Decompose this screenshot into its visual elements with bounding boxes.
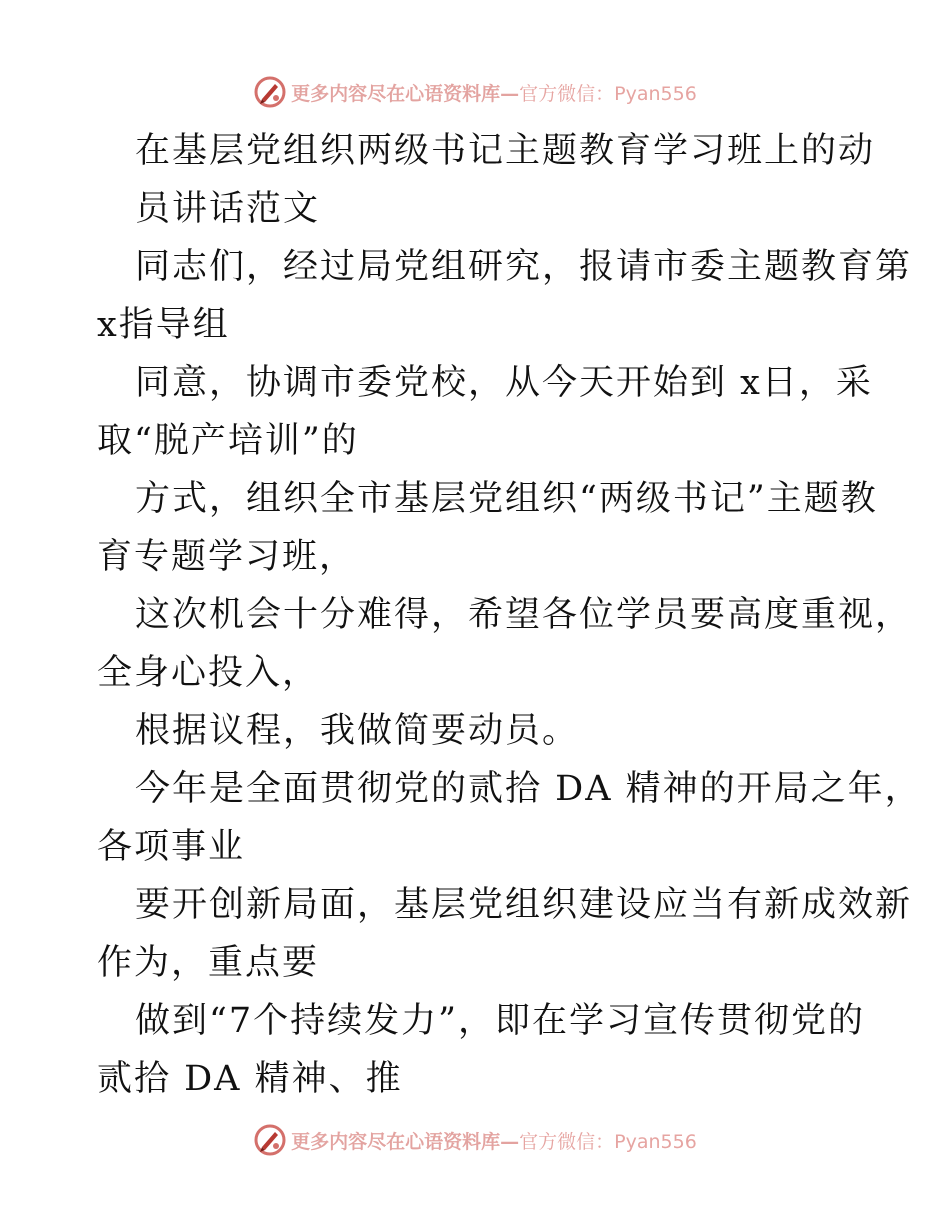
watermark-wechat-text: 官方微信：Pyan556 [519, 1130, 697, 1153]
watermark-site-text: 更多内容尽在心语资料库 [291, 82, 501, 105]
watermark-text [291, 1127, 697, 1154]
document-body [97, 122, 922, 1108]
document-line: 贰拾 DA 精神、推 [97, 1059, 403, 1099]
document-line: 同志们，经过局党组研究，报请市委主题教育第 [135, 247, 913, 287]
header-watermark [0, 72, 950, 112]
document-line: 取“脱产培训”的 [97, 421, 359, 461]
document-line: 方式，组织全市基层党组织“两级书记”主题教 [135, 479, 878, 519]
document-line: 要开创新局面，基层党组织建设应当有新成效新 [135, 885, 913, 925]
document-line: 全身心投入， [97, 653, 320, 693]
document-line: 今年是全面贯彻党的贰拾 DA 精神的开局之年， [135, 769, 922, 809]
document-line: 这次机会十分难得，希望各位学员要高度重视， [135, 595, 913, 635]
watermark-text [291, 79, 697, 106]
footer-watermark [0, 1120, 950, 1160]
document-line: x指导组 [97, 305, 230, 345]
document-line: 育专题学习班， [97, 537, 357, 577]
document-line: 作为，重点要 [97, 943, 320, 983]
document-line: 做到“7个持续发力”，即在学习宣传贯彻党的 [135, 1001, 866, 1041]
document-line: 各项事业 [97, 827, 246, 867]
document-line: 员讲话范文 [135, 189, 321, 229]
watermark-site-text: 更多内容尽在心语资料库 [291, 1130, 501, 1153]
document-line: 同意，协调市委党校，从今天开始到 x日，采 [135, 363, 873, 403]
document-line: 在基层党组织两级书记主题教育学习班上的动 [135, 131, 876, 171]
document-line: 根据议程，我做简要动员。 [135, 711, 580, 751]
watermark-separator: — [500, 82, 520, 105]
watermark-separator: — [500, 1130, 520, 1153]
watermark-wechat-text: 官方微信：Pyan556 [519, 82, 697, 105]
pen-seal-logo-icon [253, 1123, 287, 1157]
pen-seal-logo-icon [253, 75, 287, 109]
